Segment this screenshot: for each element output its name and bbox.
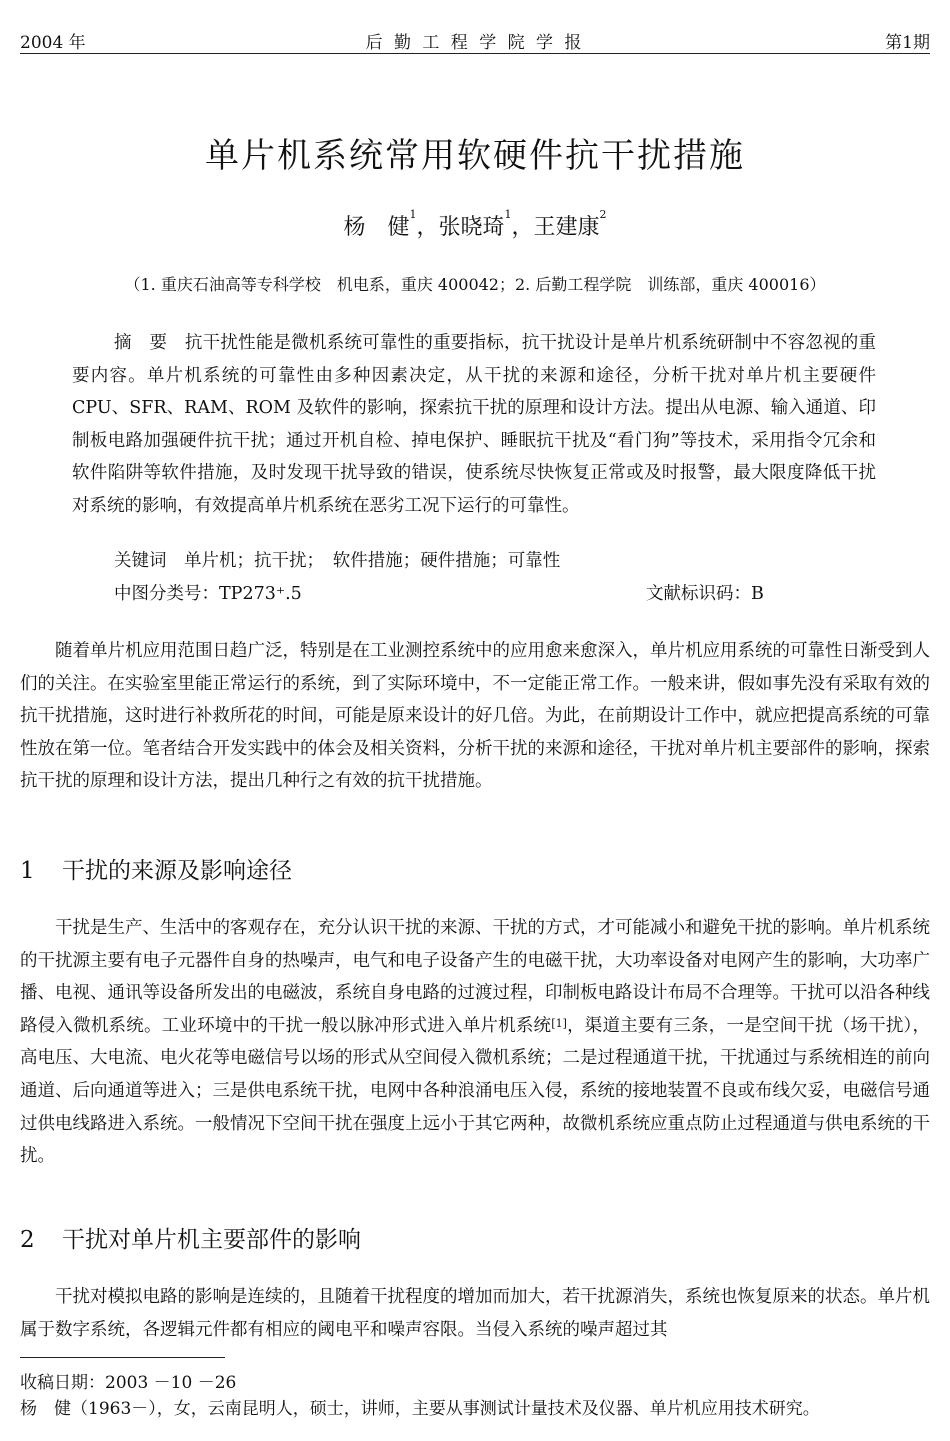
- section-1-number: 1: [20, 858, 35, 884]
- abstract-text: 抗干扰性能是微机系统可靠性的重要指标，抗干扰设计是单片机系统研制中不容忽视的重要内容。单片机系统的可靠性由多种因素决定，从干扰的来源和途径，分析干扰对单片机主要硬件 CPU、SFR、RAM、ROM 及软件的影响，探索抗干扰的原理和设计方法。提出从电源、输入通道、印制板电路加强硬件抗干扰；通过开机自检、掉电保护、睡眠抗干扰及“看门狗”等技术，采用指令冗余和软件陷阱等软件措施，及时发现干扰导致的错误，使系统尽快恢复正常或及时报警，最大限度降低干扰对系统的影响，有效提高单片机系统在恶劣工况下运行的可靠性。: [72, 333, 877, 516]
- section-2-title: 干扰对单片机主要部件的影响: [62, 1227, 361, 1253]
- header-rule: [20, 53, 930, 54]
- intro-paragraph: 随着单片机应用范围日趋广泛，特别是在工业测控系统中的应用愈来愈深入，单片机应用系统的可靠性日渐受到人们的关注。在实验室里能正常运行的系统，到了实际环境中，不一定能正常工作。一般来讲，假如事先没有采取有效的抗干扰措施，这时进行补救所花的时间，可能是原来设计的好几倍。为此，在前期设计工作中，就应把提高系统的可靠性放在第一位。笔者结合开发实践中的体会及相关资料，分析干扰的来源和途径，干扰对单片机主要部件的影响，探索抗干扰的原理和设计方法，提出几种行之有效的抗干扰措施。: [20, 641, 930, 792]
- abstract: [72, 327, 876, 523]
- author-bio: 杨 健（1963－），女，云南昆明人，硕士，讲师，主要从事测试计量技术及仪器、单片机应用技术研究。: [20, 1399, 820, 1419]
- paper-title: 单片机系统常用软硬件抗干扰措施: [205, 136, 745, 176]
- header-issue: 第1期: [885, 33, 930, 53]
- citation-1: [1]: [551, 1016, 567, 1030]
- keywords: [114, 547, 560, 572]
- keywords-text: 单片机；抗干扰； 软件措施；硬件措施；可靠性: [184, 551, 561, 571]
- author-2: ，张晓琦: [416, 215, 505, 240]
- section-2-paragraph: 干扰对模拟电路的影响是连续的，且随着干扰程度的增加而加大，若干扰源消失，系统也恢复原来的状态。单片机属于数字系统，各逻辑元件都有相应的阈电平和噪声容限。当侵入系统的噪声超过其: [20, 1287, 930, 1340]
- header-year: 2004 年: [20, 33, 86, 53]
- author-1-affil: 1: [409, 208, 417, 221]
- author-3: ，王建康: [511, 215, 600, 240]
- abstract-label: 摘 要: [114, 333, 168, 353]
- document-code: 文献标识码：B: [646, 584, 764, 604]
- received-date: 收稿日期：2003 －10 －26: [20, 1373, 237, 1393]
- header-journal: 后 勤 工 程 学 院 学 报: [365, 33, 585, 53]
- keywords-label: 关键词: [114, 551, 167, 571]
- affiliations: （1. 重庆石油高等专科学校 机电系，重庆 400042；2. 后勤工程学院 训练部，重庆 400016）: [124, 275, 826, 294]
- clc-number: 中图分类号：TP273⁺.5: [114, 584, 302, 604]
- author-line: [0, 210, 950, 241]
- author-2-affil: 1: [504, 208, 512, 221]
- section-1-heading: [20, 852, 292, 885]
- section-2-heading: [20, 1221, 361, 1254]
- footnote-rule: [20, 1357, 225, 1358]
- section-1-text-b: ，渠道主要有三条，一是空间干扰（场干扰），高电压、大电流、电火花等电磁信号以场的形式从空间侵入微机系统；二是过程通道干扰，干扰通过与系统相连的前向通道、后向通道等进入；三是供电系统干扰，电网中各种浪涌电压入侵，系统的接地装置不良或布线欠妥，电磁信号通过供电线路进入系统。一般情况下空间干扰在强度上远小于其它两种，故微机系统应重点防止过程通道与供电系统的干扰。: [20, 1015, 931, 1167]
- author-1: 杨 健: [343, 215, 410, 240]
- section-2-number: 2: [20, 1227, 35, 1253]
- section-1-text-a: 干扰是生产、生活中的客观存在，充分认识干扰的来源、干扰的方式，才可能减小和避免干扰的影响。单片机系统的干扰源主要有电子元器件自身的热噪声，电气和电子设备产生的电磁干扰，大功率设备对电网产生的影响，大功率广播、电视、通讯等设备所发出的电磁波，系统自身电路的过渡过程，印制板电路设计布局不合理等。干扰可以沿各种线路侵入微机系统。工业环境中的干扰一般以脉冲形式进入单片机系统: [20, 918, 930, 1036]
- section-1-paragraph: [20, 912, 930, 1173]
- author-3-affil: 2: [599, 208, 607, 221]
- section-1-title: 干扰的来源及影响途径: [62, 858, 292, 884]
